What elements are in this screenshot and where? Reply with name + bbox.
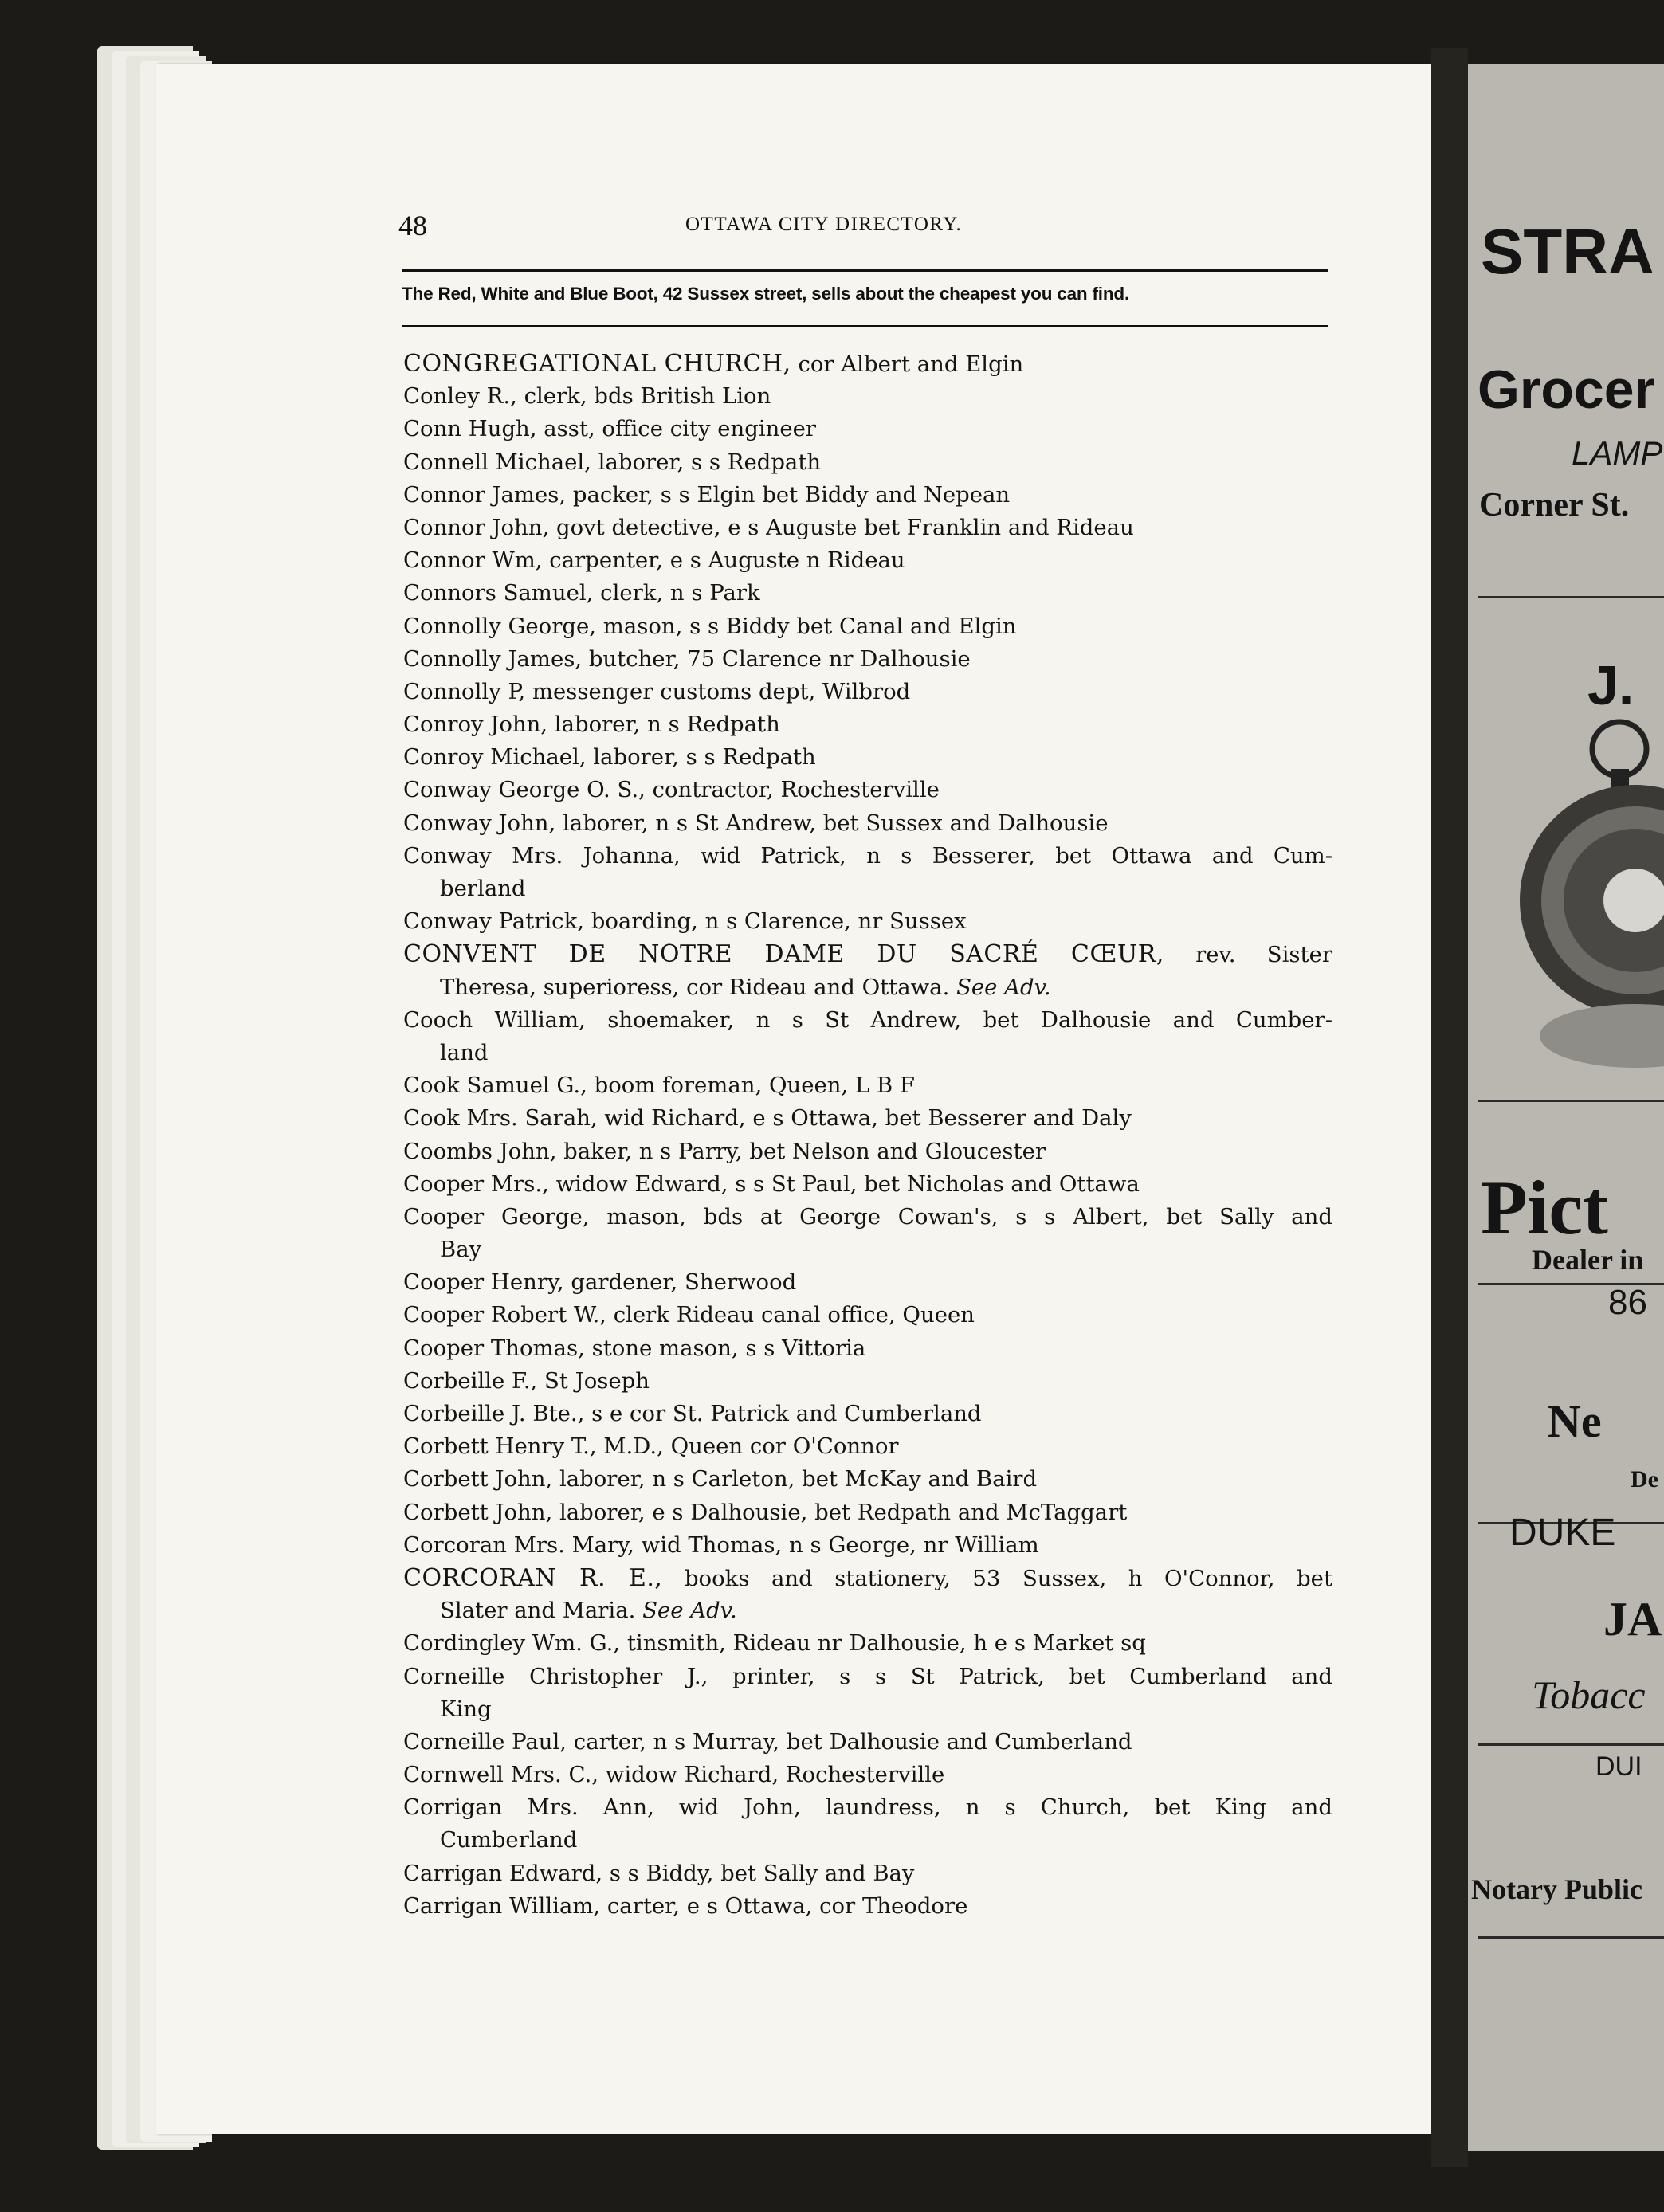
directory-entry bbox=[403, 577, 1332, 610]
directory-entry bbox=[403, 1398, 1332, 1430]
entry-details: carter, e s Ottawa, cor Theodore bbox=[600, 1892, 968, 1919]
pocket-watch-illustration bbox=[1516, 701, 1664, 1076]
facing-ad-text: STRA bbox=[1481, 216, 1654, 287]
see-advertisement-note: See Adv. bbox=[956, 974, 1051, 1000]
entry-name: Cooper Mrs., bbox=[403, 1171, 549, 1197]
entry-name: Corbeille J. Bte., bbox=[403, 1401, 585, 1426]
entry-name: Conn Hugh, bbox=[403, 416, 537, 442]
directory-entry bbox=[403, 380, 1332, 413]
entry-name: Cordingley Wm. G., bbox=[403, 1630, 621, 1657]
directory-entry bbox=[403, 413, 1332, 445]
entry-details: clerk, n s Park bbox=[593, 580, 760, 606]
directory-entry bbox=[403, 1759, 1332, 1791]
entry-name: Conroy John, bbox=[403, 712, 548, 738]
entry-details: clerk Rideau canal office, Queen bbox=[606, 1302, 975, 1328]
directory-entry bbox=[403, 1627, 1332, 1660]
directory-entry bbox=[403, 905, 1332, 938]
directory-entry bbox=[403, 1496, 1332, 1529]
facing-rule bbox=[1478, 1936, 1664, 1939]
directory-entry bbox=[403, 610, 1332, 643]
entry-details: books and stationery, 53 Sussex, h O'Connor, bet bbox=[662, 1565, 1332, 1591]
entry-details: cor Albert and Elgin bbox=[791, 351, 1024, 377]
directory-entry bbox=[403, 1332, 1332, 1365]
directory-entry bbox=[403, 1135, 1332, 1168]
facing-advertisement-page bbox=[1468, 64, 1664, 2151]
directory-entry bbox=[403, 708, 1332, 741]
entry-details: stone mason, s s Vittoria bbox=[584, 1335, 866, 1361]
entry-details: s e cor St. Patrick and Cumberland bbox=[584, 1401, 982, 1426]
entry-name: Conway Patrick, bbox=[403, 908, 584, 935]
entry-details: tinsmith, Rideau nr Dalhousie, h e s Market sq bbox=[620, 1630, 1146, 1657]
directory-entry bbox=[403, 741, 1332, 774]
directory-entry bbox=[403, 643, 1332, 676]
facing-rule bbox=[1478, 1743, 1664, 1746]
entry-details: wid Patrick, n s Besserer, bet Ottawa and Cum- bbox=[680, 842, 1333, 869]
directory-entries bbox=[403, 347, 1332, 1923]
directory-entry bbox=[403, 1201, 1332, 1233]
entry-name: CONVENT DE NOTRE DAME DU SACRÉ CŒUR, bbox=[403, 940, 1164, 969]
entry-details: wid Richard, e s Ottawa, bet Besserer and Daly bbox=[597, 1105, 1132, 1131]
directory-entry bbox=[403, 676, 1332, 708]
entry-name: Conley R., bbox=[403, 383, 517, 410]
entry-name: Corrigan Mrs. Ann, bbox=[403, 1794, 654, 1821]
facing-ad-text: JA bbox=[1603, 1593, 1662, 1645]
entry-details: boom foreman, Queen, L B F bbox=[587, 1073, 916, 1099]
facing-rule bbox=[1478, 1100, 1664, 1102]
entry-details: s s Biddy, bet Sally and Bay bbox=[602, 1860, 915, 1886]
entry-name: Corbett John, bbox=[403, 1499, 553, 1525]
entry-name: Carrigan Edward, bbox=[403, 1860, 603, 1886]
directory-entry bbox=[403, 1102, 1332, 1135]
entry-name: Cook Mrs. Sarah, bbox=[403, 1105, 598, 1131]
banner-rule bbox=[402, 325, 1328, 327]
facing-ad-text: Dealer in bbox=[1532, 1244, 1644, 1276]
facing-ad-text: Ne bbox=[1548, 1395, 1602, 1447]
entry-details: contractor, Rochesterville bbox=[645, 777, 940, 803]
entry-details: wid Thomas, n s George, nr William bbox=[634, 1532, 1039, 1558]
entry-details: laborer, n s St Andrew, bet Sussex and Dalhousie bbox=[555, 810, 1109, 836]
entry-continuation bbox=[403, 1233, 1332, 1266]
facing-ad-text: LAMP bbox=[1572, 434, 1663, 472]
entry-details: laborer, e s Dalhousie, bet Redpath and McTaggart bbox=[552, 1499, 1128, 1525]
continuation-text: berland bbox=[440, 876, 526, 901]
facing-ad-text: Pict bbox=[1481, 1165, 1608, 1250]
advertisement-banner: The Red, White and Blue Boot, 42 Sussex street, sells about the cheapest you can find. bbox=[402, 284, 1130, 304]
entry-name: Corbett John, bbox=[403, 1466, 553, 1492]
entry-details: boarding, n s Clarence, nr Sussex bbox=[583, 908, 967, 935]
directory-entry bbox=[403, 446, 1332, 479]
entry-name: Connell Michael, bbox=[403, 449, 591, 475]
entry-name: Connor James, bbox=[403, 481, 567, 508]
header-rule bbox=[402, 269, 1328, 272]
entry-name: Cooch William, bbox=[403, 1006, 586, 1033]
facing-ad-text: Grocer bbox=[1478, 359, 1655, 420]
entry-name: Corcoran Mrs. Mary, bbox=[403, 1532, 634, 1558]
facing-ad-text: De bbox=[1631, 1466, 1658, 1492]
entry-details: laborer, n s Carleton, bet McKay and Baird bbox=[552, 1466, 1038, 1492]
facing-ad-text: Tobacc bbox=[1532, 1673, 1646, 1717]
entry-details: carter, n s Murray, bet Dalhousie and Cumberland bbox=[567, 1728, 1132, 1755]
facing-ad-text: Notary Public bbox=[1471, 1873, 1642, 1905]
entry-continuation bbox=[403, 1693, 1332, 1726]
entry-details: carpenter, e s Auguste n Rideau bbox=[542, 547, 905, 574]
entry-name: Cooper Robert W., bbox=[403, 1302, 606, 1328]
entry-details: widow Edward, s s St Paul, bet Nicholas and Ottawa bbox=[548, 1171, 1140, 1197]
directory-entry bbox=[403, 1168, 1332, 1201]
facing-ad-text: DUKE bbox=[1509, 1512, 1616, 1554]
directory-entry bbox=[403, 1661, 1332, 1693]
continuation-text: Theresa, superioress, cor Rideau and Ottawa. bbox=[440, 974, 950, 1000]
directory-entry bbox=[403, 1857, 1332, 1890]
directory-entry bbox=[403, 1299, 1332, 1332]
directory-entry bbox=[403, 938, 1332, 971]
entry-name: Cooper Henry, bbox=[403, 1269, 564, 1296]
facing-ad-text: 86 bbox=[1608, 1283, 1647, 1322]
entry-name: CORCORAN R. E., bbox=[403, 1563, 663, 1592]
entry-details: printer, s s St Patrick, bet Cumberland and bbox=[708, 1663, 1332, 1689]
directory-entry bbox=[403, 1890, 1332, 1923]
directory-entry bbox=[403, 512, 1332, 544]
facing-ad-text: J. bbox=[1587, 654, 1635, 716]
entry-name: Connolly P, bbox=[403, 678, 526, 704]
entry-details: widow Richard, Rochesterville bbox=[598, 1762, 945, 1788]
directory-entry bbox=[403, 1529, 1332, 1562]
entry-name: Corneille Christopher J., bbox=[403, 1663, 708, 1689]
facing-ad-text: Corner St. bbox=[1479, 487, 1630, 524]
page-header bbox=[398, 209, 1328, 241]
entry-details: wid John, laundress, n s Church, bet King and bbox=[653, 1794, 1332, 1821]
entry-name: Corneille Paul, bbox=[403, 1728, 567, 1755]
see-advertisement-note: See Adv. bbox=[642, 1598, 737, 1624]
entry-continuation bbox=[403, 971, 1332, 1004]
entry-name: Connors Samuel, bbox=[403, 580, 594, 606]
entry-continuation bbox=[403, 873, 1332, 905]
directory-entry bbox=[403, 1430, 1332, 1463]
entry-details: mason, bds at George Cowan's, s s Albert, bet Sally and bbox=[589, 1203, 1332, 1230]
entry-details: St Joseph bbox=[537, 1367, 650, 1394]
entry-name: Cook Samuel G., bbox=[403, 1073, 587, 1099]
directory-entry bbox=[403, 1069, 1332, 1102]
entry-details: rev. Sister bbox=[1164, 942, 1332, 968]
entry-continuation bbox=[403, 1037, 1332, 1069]
continuation-text: Slater and Maria. bbox=[440, 1598, 636, 1624]
entry-continuation bbox=[403, 1594, 1332, 1627]
entry-name: Connor John, bbox=[403, 514, 550, 540]
book-gutter bbox=[1431, 48, 1468, 2167]
directory-entry bbox=[403, 1726, 1332, 1759]
entry-details: Queen cor O'Connor bbox=[663, 1433, 899, 1460]
directory-entry bbox=[403, 1004, 1332, 1037]
entry-continuation bbox=[403, 1824, 1332, 1857]
entry-details: govt detective, e s Auguste bet Franklin and Rideau bbox=[549, 514, 1134, 540]
directory-entry bbox=[403, 840, 1332, 873]
entry-name: Carrigan William, bbox=[403, 1892, 601, 1919]
directory-entry bbox=[403, 807, 1332, 840]
entry-details: clerk, bds British Lion bbox=[516, 383, 771, 410]
entry-name: Coombs John, bbox=[403, 1138, 557, 1164]
directory-entry bbox=[403, 544, 1332, 577]
page-title: OTTAWA CITY DIRECTORY. bbox=[685, 214, 963, 235]
entry-details: laborer, s s Redpath bbox=[586, 744, 816, 771]
entry-name: Conway John, bbox=[403, 810, 556, 836]
entry-name: Cornwell Mrs. C., bbox=[403, 1762, 599, 1788]
entry-details: shoemaker, n s St Andrew, bet Dalhousie and Cumber- bbox=[585, 1006, 1332, 1033]
entry-name: Connolly George, bbox=[403, 613, 597, 639]
directory-entry bbox=[403, 479, 1332, 512]
directory-entry bbox=[403, 1266, 1332, 1299]
facing-rule bbox=[1478, 596, 1664, 598]
entry-details: messenger customs dept, Wilbrod bbox=[525, 678, 911, 704]
continuation-text: Bay bbox=[440, 1237, 482, 1263]
entry-name: Conway Mrs. Johanna, bbox=[403, 842, 681, 869]
facing-ad-text: DUI bbox=[1595, 1751, 1642, 1782]
continuation-text: Cumberland bbox=[440, 1827, 578, 1853]
entry-details: laborer, n s Redpath bbox=[547, 712, 780, 738]
entry-name: Cooper George, bbox=[403, 1203, 590, 1230]
page-number: 48 bbox=[398, 210, 427, 241]
directory-entry bbox=[403, 1365, 1332, 1398]
entry-details: packer, s s Elgin bet Biddy and Nepean bbox=[566, 481, 1011, 508]
continuation-text: land bbox=[440, 1039, 489, 1065]
entry-name: Corbeille F., bbox=[403, 1367, 538, 1394]
entry-details: asst, office city engineer bbox=[536, 416, 817, 442]
directory-entry bbox=[403, 1562, 1332, 1594]
entry-name: Conroy Michael, bbox=[403, 744, 587, 771]
entry-details: laborer, s s Redpath bbox=[591, 449, 822, 475]
entry-details: mason, s s Biddy bet Canal and Elgin bbox=[596, 613, 1017, 639]
entry-name: Connor Wm, bbox=[403, 547, 543, 574]
entry-name: Corbett Henry T., M.D., bbox=[403, 1433, 664, 1460]
entry-details: butcher, 75 Clarence nr Dalhousie bbox=[582, 645, 971, 672]
directory-entry bbox=[403, 1791, 1332, 1824]
entry-name: CONGREGATIONAL CHURCH, bbox=[403, 350, 791, 378]
directory-entry bbox=[403, 774, 1332, 806]
continuation-text: King bbox=[440, 1696, 492, 1722]
entry-name: Cooper Thomas, bbox=[403, 1335, 585, 1361]
entry-details: baker, n s Parry, bet Nelson and Gloucester bbox=[556, 1138, 1046, 1164]
directory-entry bbox=[403, 1463, 1332, 1496]
entry-name: Conway George O. S., bbox=[403, 777, 646, 803]
entry-name: Connolly James, bbox=[403, 645, 583, 672]
entry-details: gardener, Sherwood bbox=[563, 1269, 797, 1296]
directory-entry bbox=[403, 347, 1332, 380]
